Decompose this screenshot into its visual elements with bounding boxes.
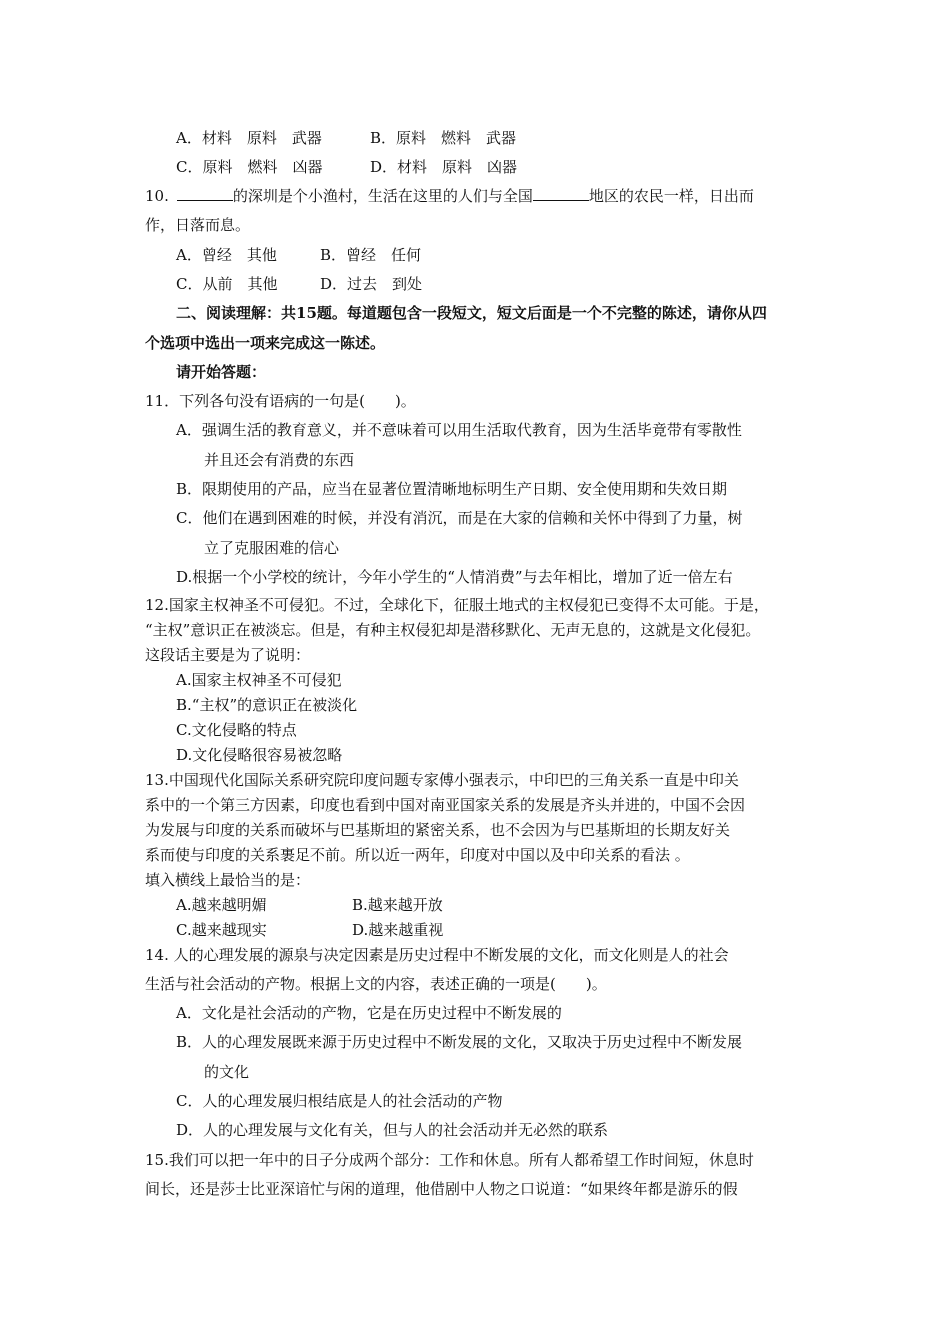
q10-text-part2: 地区的农民一样，日出而 — [588, 187, 754, 205]
q13-option-d: D.越来越重视 — [352, 921, 444, 939]
q12-option-d: D.文化侵略很容易被忽略 — [176, 746, 343, 764]
q15-stem: 15.我们可以把一年中的日子分成两个部分：工作和休息。所有人都希望工作时间短，休息时 — [145, 1151, 754, 1169]
q13-stem: 13.中国现代化国际关系研究院印度问题专家傅小强表示，中印巴的三角关系一直是中印关 — [145, 771, 739, 789]
q15-stem-line2: 间长，还是莎士比亚深谙忙与闲的道理，他借剧中人物之口说道：“如果终年都是游乐的假 — [145, 1180, 738, 1198]
q14-option-c: C．人的心理发展归根结底是人的社会活动的产物 — [176, 1092, 503, 1110]
q10-number: 10. — [145, 187, 169, 205]
section-heading-line2: 个选项中选出一项来完成这一陈述。 — [145, 334, 386, 352]
q12-stem-line2: “主权”意识正在被淡忘。但是，有种主权侵犯却是潜移默化、无声无息的，这就是文化侵犯。 — [145, 621, 761, 639]
q14-stem-line2: 生活与社会活动的产物。根据上文的内容，表述正确的一项是( )。 — [145, 975, 607, 993]
q12-option-b: B.“主权”的意识正在被淡化 — [176, 696, 358, 714]
q11-option-a-cont: 并且还会有消费的东西 — [204, 451, 355, 469]
section-heading: 二、阅读理解：共15题。每道题包含一段短文，短文后面是一个不完整的陈述，请你从四 — [176, 304, 767, 322]
q9-option-a: A．材料 原料 武器 — [176, 129, 322, 147]
q14-option-b-cont: 的文化 — [204, 1063, 250, 1081]
q13-stem-line4: 系而使与印度的关系裹足不前。所以近一两年，印度对中国以及中印关系的看法 。 — [145, 846, 690, 864]
q13-prompt: 填入横线上最恰当的是： — [145, 871, 311, 889]
q9-option-d: D．材料 原料 凶器 — [370, 158, 518, 176]
q10-option-b: B．曾经 任何 — [320, 246, 422, 264]
start-prompt: 请开始答题： — [176, 363, 267, 381]
q9-option-c: C．原料 燃料 凶器 — [176, 158, 323, 176]
q11-option-c: C．他们在遇到困难的时候，并没有消沉，而是在大家的信赖和关怀中得到了力量，树 — [176, 509, 743, 527]
q10-stem-line2: 作，日落而息。 — [145, 216, 251, 234]
q14-stem: 14. 人的心理发展的源泉与决定因素是历史过程中不断发展的文化，而文化则是人的社会 — [145, 946, 729, 964]
q10-stem — [145, 186, 754, 206]
q11-option-c-cont: 立了克服困难的信心 — [204, 539, 340, 557]
q10-option-a: A．曾经 其他 — [176, 246, 277, 264]
q11-stem: 11．下列各句没有语病的一句是( )。 — [145, 392, 416, 410]
q12-option-a: A.国家主权神圣不可侵犯 — [176, 671, 342, 689]
q13-option-a: A.越来越明媚 — [176, 896, 267, 914]
q12-option-c: C.文化侵略的特点 — [176, 721, 297, 739]
q13-stem-line3: 为发展与印度的关系而破坏与巴基斯坦的紧密关系，也不会因为与巴基斯坦的长期友好关 — [145, 821, 731, 839]
q13-stem-line2: 系中的一个第三方因素，印度也看到中国对南亚国家关系的发展是齐头并进的，中国不会因 — [145, 796, 746, 814]
q14-option-a: A．文化是社会活动的产物，它是在历史过程中不断发展的 — [176, 1004, 562, 1022]
q9-option-b: B．原料 燃料 武器 — [370, 129, 517, 147]
q11-option-d: D.根据一个小学校的统计，今年小学生的“人情消费”与去年相比，增加了近一倍左右 — [176, 568, 733, 586]
fill-blank — [177, 186, 233, 201]
q11-option-a: A．强调生活的教育意义，并不意味着可以用生活取代教育，因为生活毕竟带有零散性 — [176, 421, 742, 439]
q12-stem: 12.国家主权神圣不可侵犯。不过，全球化下，征服土地式的主权侵犯已变得不太可能。于是， — [145, 596, 769, 614]
q13-option-b: B.越来越开放 — [352, 896, 443, 914]
q14-option-b: B．人的心理发展既来源于历史过程中不断发展的文化，又取决于历史过程中不断发展 — [176, 1033, 743, 1051]
q11-option-b: B．限期使用的产品，应当在显著位置清晰地标明生产日期、安全使用期和失效日期 — [176, 480, 728, 498]
q10-text-part1: 的深圳是个小渔村，生活在这里的人们与全国 — [232, 187, 533, 205]
q10-option-c: C．从前 其他 — [176, 275, 278, 293]
q12-prompt: 这段话主要是为了说明： — [145, 646, 311, 664]
q13-option-c: C.越来越现实 — [176, 921, 267, 939]
fill-blank — [533, 186, 589, 201]
q10-option-d: D．过去 到处 — [320, 275, 423, 293]
q14-option-d: D．人的心理发展与文化有关，但与人的社会活动并无必然的联系 — [176, 1121, 609, 1139]
